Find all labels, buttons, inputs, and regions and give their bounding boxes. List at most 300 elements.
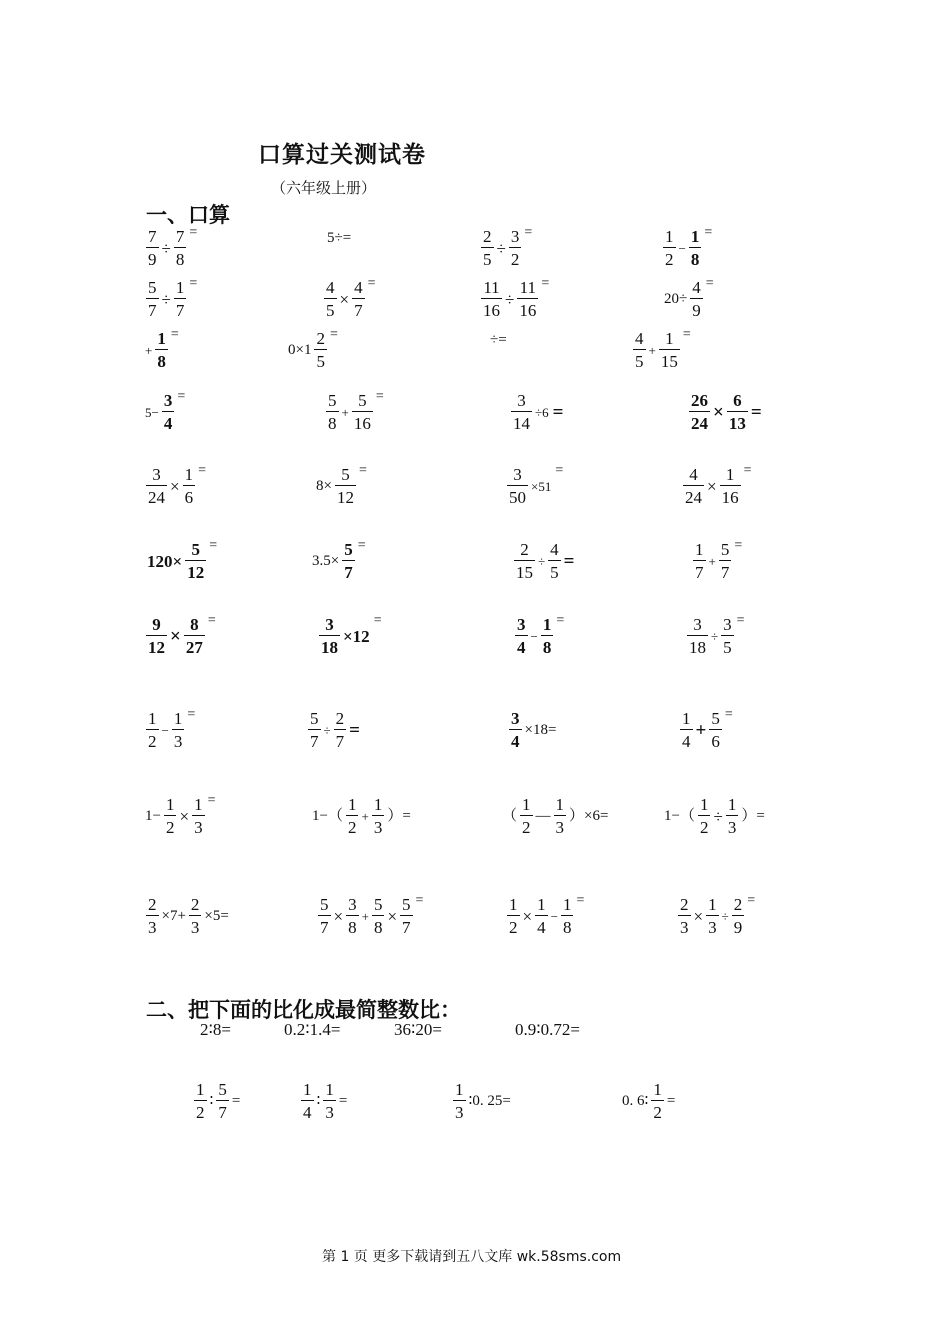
numerator: 1 (699, 795, 709, 814)
numerator: 1 (542, 615, 552, 634)
equals-sign: = (170, 327, 179, 342)
equals-sign: = (198, 463, 206, 478)
equals-sign: = (747, 893, 756, 908)
fraction (683, 466, 704, 506)
expression-text: 0×1 (288, 341, 312, 358)
expression-text: ×7+ (161, 907, 186, 924)
numerator: 3 (348, 895, 357, 914)
numerator: 1 (148, 709, 157, 728)
numerator: 2 (316, 329, 325, 348)
numerator: 4 (635, 329, 644, 348)
numerator: 1 (708, 895, 717, 914)
fraction (319, 616, 340, 656)
equals-sign: = (177, 389, 186, 404)
page-footer: 第 1 页 更多下载请到五八文库 wk.58sms.com (322, 1249, 622, 1265)
numerator: 1 (555, 795, 565, 814)
numerator: 1 (455, 1080, 464, 1099)
denominator: 18 (689, 638, 706, 657)
fraction (172, 710, 185, 750)
numerator: 1 (665, 227, 674, 246)
numerator: 1 (690, 227, 700, 246)
fraction (689, 392, 710, 432)
numerator: 7 (148, 227, 157, 246)
fraction (326, 392, 339, 432)
denominator: 6 (711, 732, 720, 751)
numerator: 3 (163, 391, 173, 410)
expression-text: = (666, 1092, 676, 1109)
numerator: 1 (184, 465, 194, 484)
denominator: 3 (325, 1103, 334, 1122)
fraction (324, 279, 337, 319)
denominator: 7 (175, 301, 185, 320)
math-problem (143, 389, 186, 433)
denominator: 3 (455, 1103, 464, 1122)
math-problem (317, 893, 424, 937)
numerator: 5 (720, 540, 730, 559)
numerator: 1 (695, 540, 704, 559)
denominator: 2 (510, 250, 520, 269)
numerator: 4 (354, 278, 363, 297)
math-problem (325, 389, 384, 433)
operator: × (339, 289, 350, 309)
numerator: 1 (522, 795, 531, 814)
expression-text: （ (502, 807, 518, 824)
denominator: 2 (196, 1103, 205, 1122)
numerator: 5 (711, 709, 720, 728)
fraction (301, 1081, 314, 1121)
equals-sign: = (187, 707, 196, 722)
math-problem (145, 463, 206, 507)
fraction (314, 330, 327, 370)
denominator: 7 (344, 563, 353, 582)
numerator: 1 (537, 895, 546, 914)
denominator: 8 (562, 918, 572, 937)
operator: ÷ (711, 628, 719, 644)
denominator: 7 (320, 918, 329, 937)
operator: × (170, 625, 181, 647)
ratio-item (620, 1081, 677, 1121)
expression-text: 120× (147, 551, 183, 571)
operator: ÷ (713, 806, 723, 826)
expression-text: 3.5× (312, 552, 340, 569)
denominator: 7 (335, 732, 345, 751)
denominator: 7 (310, 732, 319, 751)
math-problem (310, 538, 366, 582)
math-problem (508, 710, 558, 750)
denominator: 5 (723, 638, 732, 657)
ratio-item (193, 1081, 242, 1121)
math-problem (500, 796, 610, 836)
equals-sign: = (743, 463, 752, 478)
numerator: 1 (173, 709, 183, 728)
equals-sign: = (349, 719, 360, 741)
expression-text: 1−（ (664, 807, 695, 824)
numerator: 2 (148, 895, 157, 914)
numerator: 1 (303, 1080, 312, 1099)
operator: + (695, 719, 707, 741)
numerator: 3 (687, 616, 708, 636)
fraction (481, 228, 494, 268)
fraction (146, 616, 167, 656)
denominator: 7 (695, 563, 704, 582)
numerator: 2 (733, 895, 743, 914)
fraction (323, 1081, 336, 1121)
numerator: 5 (373, 895, 383, 914)
expression-text: ×12 (343, 626, 370, 646)
math-problem (145, 707, 196, 751)
denominator: 4 (517, 638, 526, 657)
numerator: 5 (320, 895, 329, 914)
denominator: 18 (321, 638, 338, 657)
operator: ÷ (505, 289, 515, 309)
numerator: 11 (517, 279, 538, 299)
operator: − (678, 240, 686, 256)
denominator: 8 (175, 250, 185, 269)
numerator: 5 (310, 709, 319, 728)
numerator: 6 (727, 392, 748, 412)
fraction (453, 1081, 466, 1121)
math-problem (480, 276, 550, 320)
denominator: 15 (516, 563, 533, 582)
denominator: 8 (690, 250, 700, 269)
math-problem (480, 225, 533, 269)
fraction (721, 616, 734, 656)
denominator: 3 (194, 818, 203, 837)
expression-text: ×18= (524, 721, 557, 738)
denominator: 5 (316, 352, 325, 371)
fraction (174, 279, 187, 319)
numerator: 3 (517, 615, 526, 634)
denominator: 3 (680, 918, 689, 937)
numerator: 7 (175, 227, 185, 246)
fraction (162, 392, 175, 432)
ratio-item: 0.2∶1.4= (284, 1020, 341, 1039)
expression-text: — (535, 807, 551, 824)
numerator: 3 (510, 227, 520, 246)
fraction (509, 228, 522, 268)
fraction (633, 330, 646, 370)
numerator: 1 (562, 895, 572, 914)
denominator: 15 (660, 352, 678, 371)
numerator: 9 (146, 616, 167, 636)
operator: ÷6 (535, 404, 549, 420)
denominator: 3 (373, 818, 383, 837)
expression-text: ∶ (209, 1092, 214, 1109)
operator: × (333, 906, 344, 926)
equals-sign: = (367, 276, 376, 291)
denominator: 8 (348, 918, 357, 937)
operator: − (161, 722, 169, 738)
equals-sign: = (724, 707, 733, 722)
fraction (678, 896, 691, 936)
denominator: 12 (336, 488, 354, 507)
fraction (719, 541, 732, 581)
denominator: 3 (727, 818, 737, 837)
equals-sign: = (555, 463, 564, 478)
equals-sign: = (189, 276, 198, 291)
denominator: 2 (509, 918, 518, 937)
equals-sign: = (556, 613, 565, 628)
fraction (706, 896, 719, 936)
fraction (651, 1081, 664, 1121)
denominator: 4 (163, 414, 173, 433)
denominator: 2 (347, 818, 357, 837)
page-subtitle: （六年级上册） (271, 179, 377, 197)
fraction (554, 796, 567, 836)
operator: ÷ (323, 722, 331, 738)
fraction (548, 541, 561, 581)
operator: + (341, 404, 349, 420)
denominator: 16 (519, 301, 537, 320)
math-problem (488, 330, 509, 348)
fraction (352, 279, 365, 319)
equals-sign: = (329, 327, 338, 342)
fraction (346, 896, 359, 936)
ratio-item: 36∶20= (394, 1020, 443, 1039)
math-problem (662, 276, 714, 320)
math-problem (145, 613, 216, 657)
fraction (535, 896, 548, 936)
fraction (509, 710, 522, 750)
numerator: 4 (692, 278, 701, 297)
numerator: 2 (680, 895, 689, 914)
denominator: 4 (511, 732, 520, 751)
math-problem (688, 392, 762, 432)
numerator: 1 (659, 330, 680, 350)
numerator: 3 (511, 709, 520, 728)
fraction (164, 796, 177, 836)
denominator: 3 (173, 732, 183, 751)
denominator: 8 (157, 352, 166, 371)
numerator: 1 (194, 795, 203, 814)
numerator: 1 (347, 795, 357, 814)
fraction (146, 896, 159, 936)
expression-text: ÷= (490, 331, 507, 348)
math-problem (679, 707, 733, 751)
denominator: 50 (509, 488, 526, 507)
denominator: 6 (184, 488, 194, 507)
fraction (520, 796, 533, 836)
fraction (689, 228, 702, 268)
numerator: 2 (190, 895, 200, 914)
denominator: 27 (185, 638, 203, 657)
denominator: 9 (733, 918, 743, 937)
expression-text: 5÷= (327, 229, 352, 246)
expression-text: 20÷ (664, 290, 688, 307)
equals-sign: = (576, 893, 585, 908)
fraction (515, 616, 528, 656)
fraction (659, 330, 680, 370)
denominator: 13 (728, 414, 746, 433)
denominator: 9 (148, 250, 157, 269)
numerator: 3 (319, 616, 340, 636)
operator: ÷ (161, 289, 171, 309)
equals-sign: = (541, 276, 550, 291)
numerator: 3 (507, 466, 528, 486)
numerator: 3 (723, 615, 732, 634)
math-problem (307, 710, 360, 750)
fraction (146, 279, 159, 319)
fraction (146, 466, 167, 506)
fraction (693, 541, 706, 581)
fraction (541, 616, 554, 656)
equals-sign: = (705, 276, 714, 291)
denominator: 7 (148, 301, 157, 320)
operator: × (707, 476, 717, 496)
operator: × (170, 476, 180, 496)
numerator: 1 (509, 895, 518, 914)
fraction (185, 541, 206, 581)
numerator: 1 (325, 1080, 334, 1099)
denominator: 8 (328, 414, 337, 433)
numerator: 5 (344, 540, 353, 559)
expression-text: ∶ (316, 1092, 321, 1109)
numerator: 5 (402, 895, 411, 914)
expression-text: ）= (741, 807, 765, 824)
page-title: 口算过关测试卷 (258, 142, 426, 168)
denominator: 4 (303, 1103, 312, 1122)
denominator: 7 (218, 1103, 227, 1122)
expression-text: 8× (316, 477, 332, 494)
equals-sign: = (373, 613, 382, 628)
operator: × (713, 401, 724, 423)
fraction (216, 1081, 229, 1121)
fraction (517, 279, 538, 319)
math-problem (692, 538, 743, 582)
denominator: 3 (148, 918, 157, 937)
fraction (146, 710, 159, 750)
numerator: 26 (691, 391, 708, 410)
fraction (481, 279, 502, 319)
expression-text: = (231, 1092, 241, 1109)
ratio-item (300, 1081, 349, 1121)
math-problem (506, 893, 585, 937)
fraction (346, 796, 359, 836)
denominator: 2 (165, 818, 175, 837)
numerator: 1 (373, 795, 383, 814)
equals-sign: = (415, 893, 424, 908)
denominator: 7 (354, 301, 363, 320)
denominator: 16 (483, 301, 500, 320)
numerator: 1 (175, 278, 185, 297)
fraction (194, 1081, 207, 1121)
fraction (690, 279, 703, 319)
fraction (192, 796, 205, 836)
numerator: 5 (148, 278, 157, 297)
denominator: 24 (685, 488, 702, 507)
fraction (174, 228, 187, 268)
fraction (155, 330, 168, 370)
math-problem (506, 463, 564, 507)
operator: × (387, 906, 398, 926)
numerator: 1 (157, 329, 166, 348)
math-problem (145, 276, 198, 320)
denominator: 4 (682, 732, 691, 751)
denominator: 2 (148, 732, 157, 751)
ratio-item (452, 1081, 513, 1121)
math-problem (286, 327, 338, 371)
equals-sign: = (552, 401, 564, 423)
fraction (726, 796, 739, 836)
fraction (335, 466, 356, 506)
fraction (352, 392, 373, 432)
fraction (183, 466, 196, 506)
math-problem (145, 896, 231, 936)
denominator: 9 (692, 301, 701, 320)
operator: × (693, 906, 704, 926)
numerator: 3 (511, 392, 532, 412)
numerator: 2 (483, 227, 492, 246)
denominator: 2 (653, 1103, 662, 1122)
operator: × (522, 906, 533, 926)
numerator: 5 (185, 541, 206, 561)
fraction (514, 541, 535, 581)
expression-text: ×5= (204, 907, 229, 924)
equals-sign: = (704, 225, 713, 240)
denominator: 16 (721, 488, 739, 507)
operator: − (550, 908, 558, 924)
denominator: 5 (550, 563, 559, 582)
operator: + (145, 342, 153, 358)
operator: + (648, 342, 656, 358)
math-problem (145, 538, 218, 582)
denominator: 3 (190, 918, 200, 937)
equals-sign: = (207, 613, 216, 628)
math-problem (310, 796, 413, 836)
fraction (400, 896, 413, 936)
math-problem (677, 893, 756, 937)
section-1-heading: 一、口算 (146, 203, 230, 227)
equals-sign: = (209, 538, 218, 553)
math-problem (325, 228, 353, 246)
denominator: 8 (542, 638, 552, 657)
equals-sign: = (189, 225, 198, 240)
equals-sign: = (357, 538, 366, 553)
fraction (334, 710, 347, 750)
operator: ÷ (161, 238, 171, 258)
denominator: 5 (483, 250, 492, 269)
fraction (507, 896, 520, 936)
operator: ÷ (496, 238, 506, 258)
section-2-heading: 二、把下面的比化成最简整数比： (146, 998, 461, 1022)
fraction (184, 616, 205, 656)
numerator: 5 (352, 392, 373, 412)
operator: ×51 (531, 478, 552, 494)
numerator: 11 (481, 279, 502, 299)
fraction (732, 896, 745, 936)
denominator: 16 (353, 414, 371, 433)
fraction (663, 228, 676, 268)
expression-text: ）= (387, 807, 411, 824)
math-problem (514, 613, 565, 657)
numerator: 1 (196, 1080, 205, 1099)
expression-text: 1− (145, 807, 161, 824)
denominator: 4 (537, 918, 546, 937)
equals-sign: = (736, 613, 745, 628)
fraction (308, 710, 321, 750)
math-problem (686, 613, 745, 657)
equals-sign: = (563, 550, 575, 572)
numerator: 4 (550, 540, 559, 559)
denominator: 5 (326, 301, 335, 320)
denominator: 7 (402, 918, 411, 937)
fraction (687, 616, 708, 656)
math-problem (143, 793, 216, 837)
equals-sign: = (734, 538, 743, 553)
operator: − (530, 628, 538, 644)
equals-sign: = (524, 225, 533, 240)
operator: ÷ (721, 908, 729, 924)
